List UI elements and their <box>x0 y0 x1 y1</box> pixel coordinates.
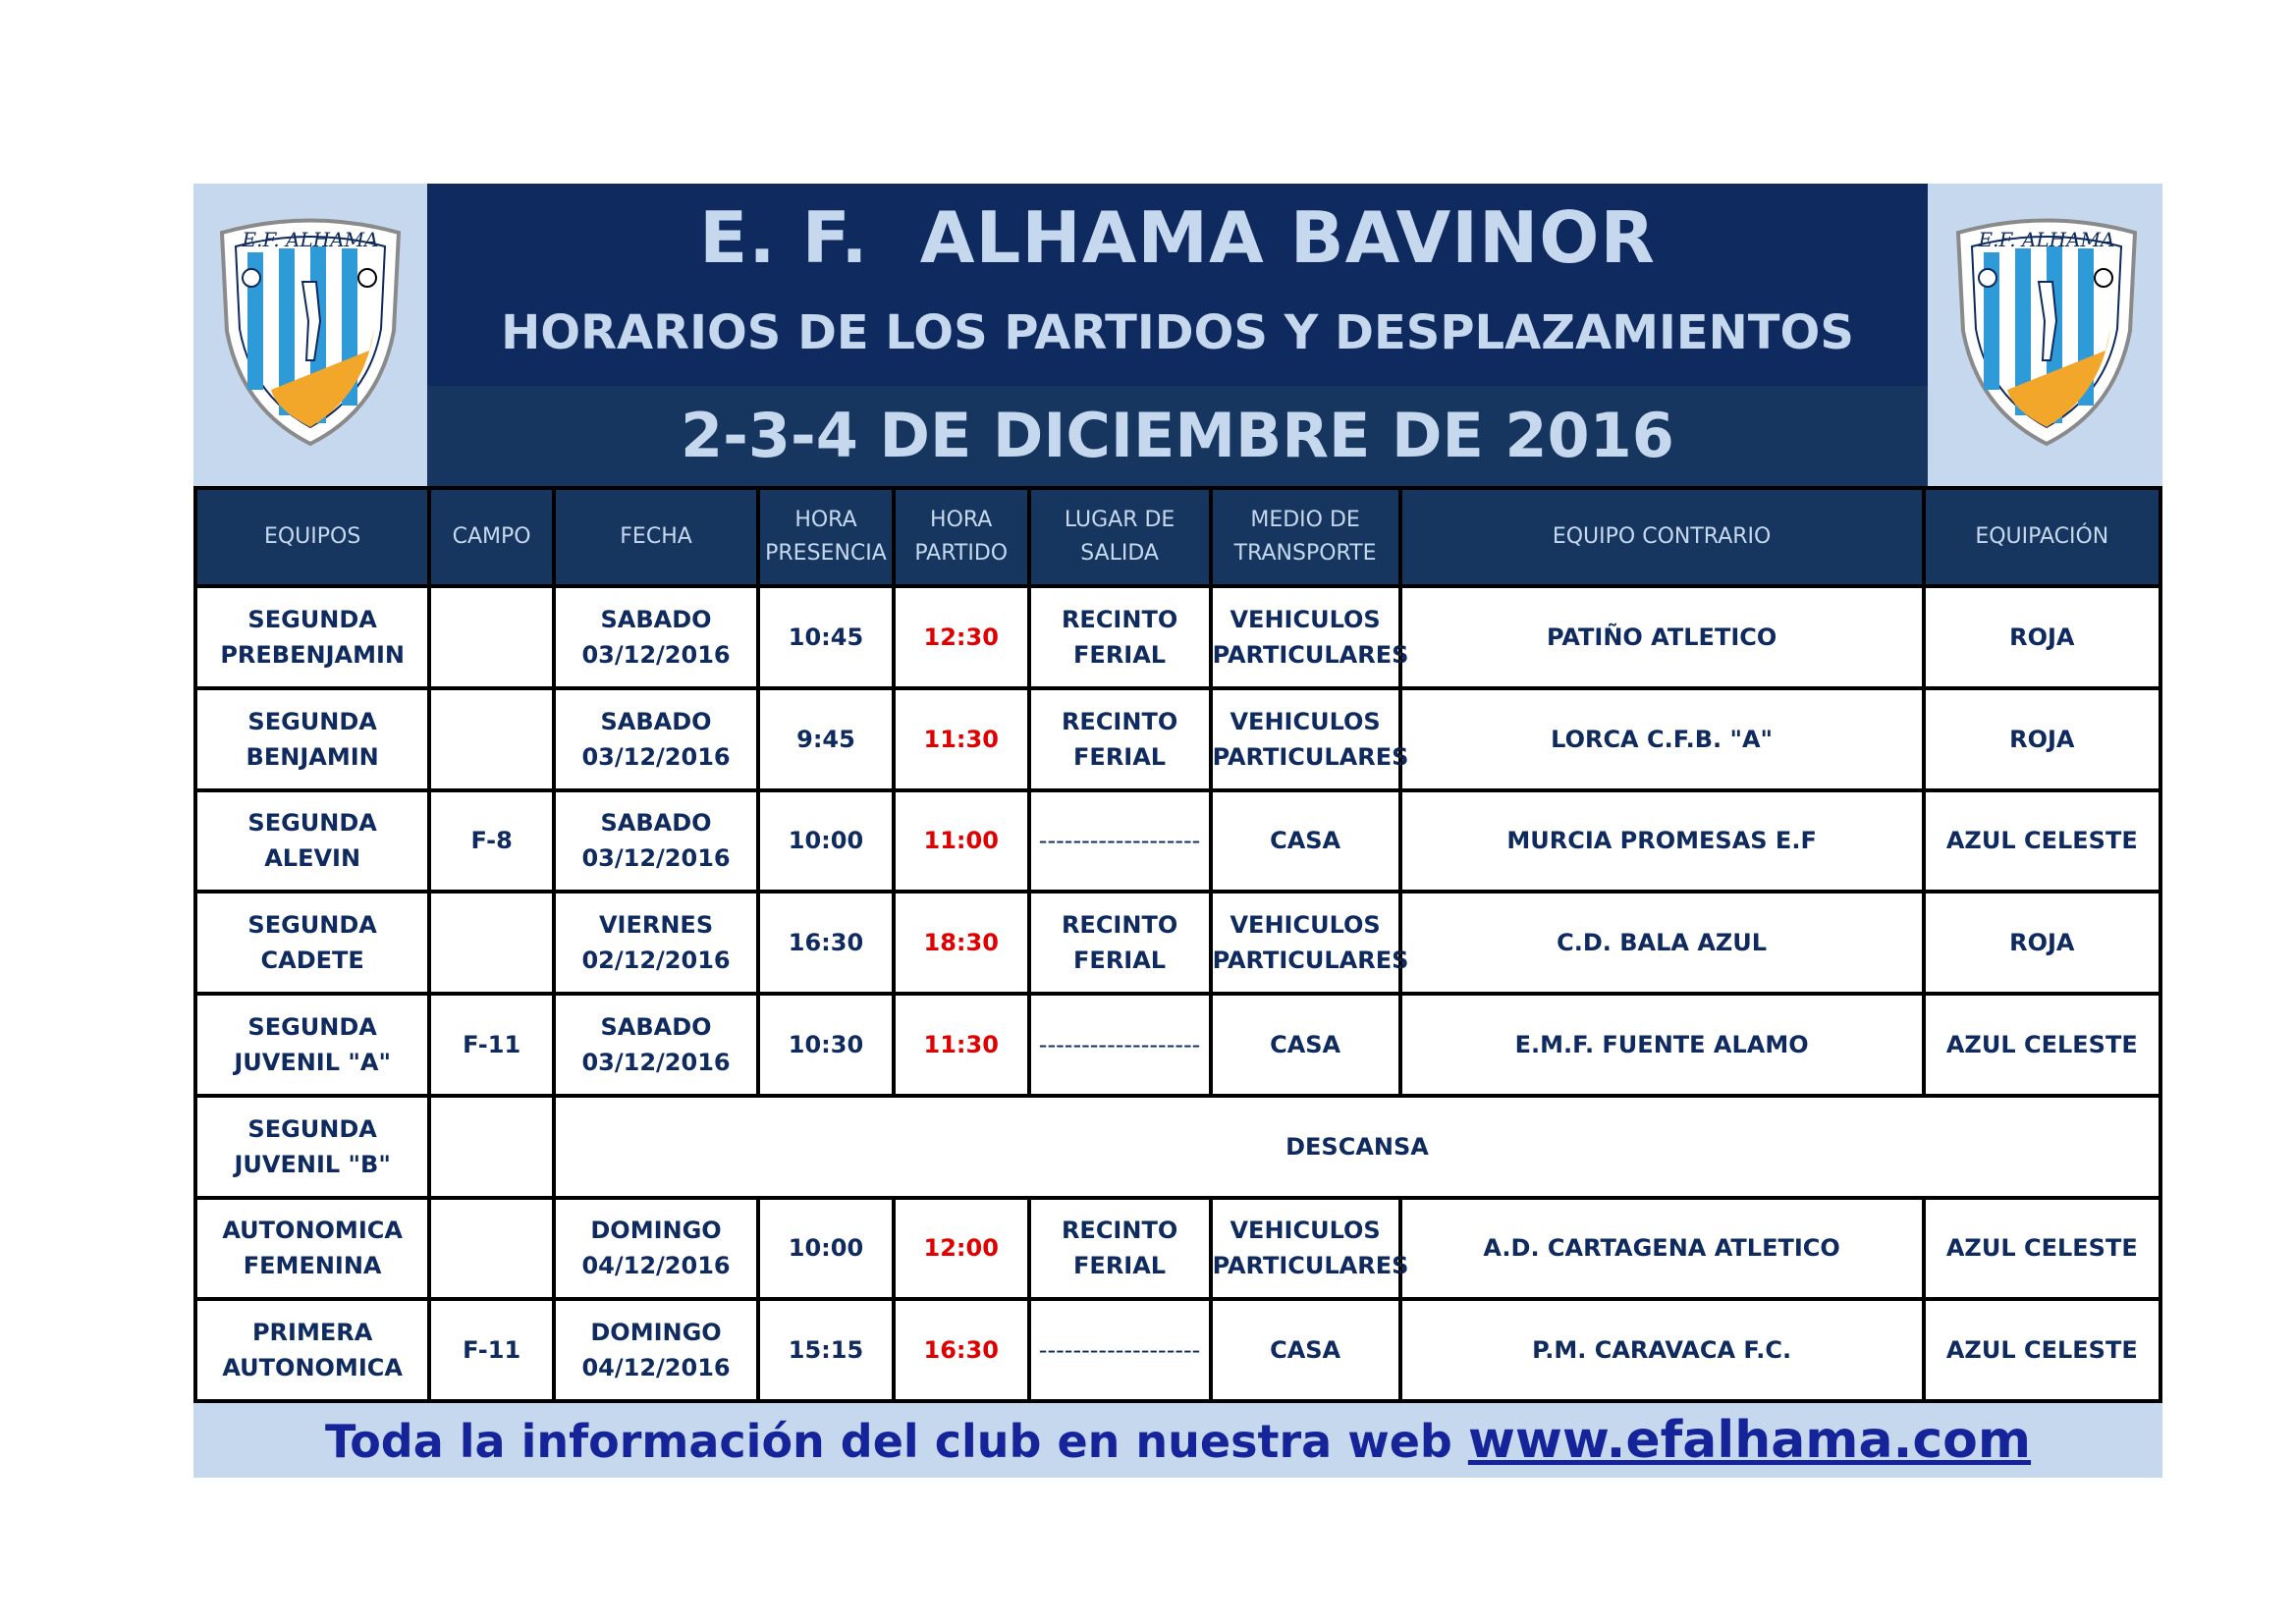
cell-line: BENJAMIN <box>246 742 379 771</box>
cell-line: VEHICULOS <box>1230 605 1381 633</box>
team-cell <box>197 996 427 1094</box>
column-header <box>896 490 1027 584</box>
cell-line: CAMPO <box>452 524 531 549</box>
cell-line: PRIMERA <box>251 1319 373 1347</box>
cell-line: FERIAL <box>1073 947 1167 975</box>
page-subtitle: HORARIOS DE LOS PARTIDOS Y DESPLAZAMIENTOS <box>501 305 1854 360</box>
match-time-cell: 12:30 <box>896 588 1027 686</box>
cell-line: PRESENCIA <box>765 541 887 566</box>
cell-line: 04/12/2016 <box>581 1252 731 1280</box>
team-cell <box>197 792 427 891</box>
schedule-table-wrap <box>193 486 2162 1403</box>
cell-line: 03/12/2016 <box>581 844 731 873</box>
column-header <box>556 490 756 584</box>
team-cell <box>197 893 427 992</box>
column-header <box>1402 490 1922 584</box>
cell-line: PARTIDO <box>914 541 1009 566</box>
table-row <box>197 1200 2159 1298</box>
event-date: 2-3-4 DE DICIEMBRE DE 2016 <box>427 386 1928 486</box>
cell-line: DOMINGO <box>590 1217 722 1245</box>
transport-cell <box>1212 1200 1409 1298</box>
transport-cell <box>1213 792 1398 891</box>
cell-line: CASA <box>1270 1336 1341 1365</box>
opponent-cell: P.M. CARAVACA F.C. <box>1402 1301 1922 1399</box>
table-row <box>197 792 2159 891</box>
transport-cell <box>1212 690 1409 788</box>
cell-line: MEDIO DE <box>1250 508 1360 532</box>
cell-line: EQUIPACIÓN <box>1975 524 2109 549</box>
departure-cell <box>1031 996 1209 1094</box>
departure-cell <box>1031 588 1209 686</box>
cell-line: VIERNES <box>598 911 714 940</box>
club-crest-left <box>193 184 426 486</box>
table-row <box>197 1098 2159 1196</box>
arrival-time-cell: 10:30 <box>760 996 892 1094</box>
cell-line: 03/12/2016 <box>581 742 731 771</box>
footer-text: Toda la información del club en nuestra web <box>324 1415 1468 1468</box>
kit-cell: ROJA <box>1926 588 2159 686</box>
field-cell <box>431 1200 552 1298</box>
cell-line: FERIAL <box>1073 742 1167 771</box>
cell-line: CASA <box>1270 1030 1341 1058</box>
cell-line: JUVENIL "B" <box>234 1150 391 1178</box>
cell-line: SABADO <box>600 707 712 735</box>
date-cell <box>556 893 756 992</box>
cell-line: FEMENINA <box>243 1252 382 1280</box>
cell-line: RECINTO <box>1061 605 1178 633</box>
field-cell <box>431 588 552 686</box>
cell-line: EQUIPOS <box>263 524 361 549</box>
cell-line: 03/12/2016 <box>581 640 731 669</box>
transport-cell <box>1213 996 1398 1094</box>
opponent-cell: A.D. CARTAGENA ATLETICO <box>1402 1200 1922 1298</box>
team-cell <box>197 690 427 788</box>
cell-line: FECHA <box>620 524 692 549</box>
cell-line: SABADO <box>600 605 712 633</box>
cell-line: SEGUNDA <box>247 911 377 940</box>
kit-cell: AZUL CELESTE <box>1926 1200 2159 1298</box>
opponent-cell: C.D. BALA AZUL <box>1402 893 1922 992</box>
cell-line: PREBENJAMIN <box>220 640 405 669</box>
field-cell <box>431 1098 552 1196</box>
title-band <box>427 184 1928 386</box>
date-cell <box>556 792 756 891</box>
cell-line: SABADO <box>600 1012 712 1041</box>
cell-line: JUVENIL "A" <box>234 1048 391 1076</box>
cell-line: RECINTO <box>1061 911 1178 940</box>
footer <box>193 1403 2162 1478</box>
cell-line: RECINTO <box>1061 707 1178 735</box>
cell-line: LUGAR DE <box>1064 508 1175 532</box>
cell-line: EQUIPO CONTRARIO <box>1552 524 1772 549</box>
transport-cell <box>1212 588 1409 686</box>
departure-cell <box>1031 1200 1209 1298</box>
departure-cell <box>1031 1301 1209 1399</box>
match-time-cell: 11:30 <box>896 690 1027 788</box>
table-header-row <box>197 490 2159 584</box>
cell-line: HORA <box>930 508 993 532</box>
cell-line: ------------------- <box>1038 1336 1201 1365</box>
field-cell: F-11 <box>431 996 552 1094</box>
cell-line: SEGUNDA <box>247 1012 377 1041</box>
page-title: E. F. ALHAMA BAVINOR <box>699 196 1656 279</box>
column-header <box>197 490 427 584</box>
team-cell <box>197 1301 427 1399</box>
team-cell <box>197 588 427 686</box>
arrival-time-cell: 10:00 <box>760 1200 892 1298</box>
cell-line: PARTICULARES <box>1212 947 1409 975</box>
schedule-sheet <box>193 184 2162 1478</box>
departure-cell <box>1031 690 1209 788</box>
cell-line: ------------------- <box>1038 827 1201 855</box>
transport-cell <box>1212 893 1409 992</box>
cell-line: SALIDA <box>1080 541 1159 566</box>
column-header <box>1031 490 1209 584</box>
website-link[interactable]: www.efalhama.com <box>1467 1411 2032 1470</box>
match-time-cell: 11:00 <box>896 792 1027 891</box>
cell-line: VEHICULOS <box>1230 1217 1381 1245</box>
field-cell <box>431 690 552 788</box>
svg-text:E.F. ALHAMA: E.F. ALHAMA <box>242 228 378 251</box>
match-time-cell: 16:30 <box>896 1301 1027 1399</box>
cell-line: RECINTO <box>1061 1217 1178 1245</box>
cell-line: 03/12/2016 <box>581 1048 731 1076</box>
cell-line: DOMINGO <box>590 1319 722 1347</box>
cell-line: SEGUNDA <box>247 1114 377 1143</box>
club-crest-right <box>1930 184 2162 486</box>
kit-cell: ROJA <box>1926 893 2159 992</box>
date-cell <box>556 1200 756 1298</box>
opponent-cell: LORCA C.F.B. "A" <box>1402 690 1922 788</box>
match-time-cell: 12:00 <box>896 1200 1027 1298</box>
cell-line: SEGUNDA <box>247 707 377 735</box>
club-crest-icon <box>1948 213 2145 449</box>
field-cell: F-11 <box>431 1301 552 1399</box>
departure-cell <box>1031 893 1209 992</box>
cell-line: FERIAL <box>1073 640 1167 669</box>
cell-line: SEGUNDA <box>247 605 377 633</box>
svg-text:E.F. ALHAMA: E.F. ALHAMA <box>1978 228 2114 251</box>
cell-line: ALEVIN <box>264 844 361 873</box>
cell-line: CASA <box>1270 827 1341 855</box>
opponent-cell: MURCIA PROMESAS E.F <box>1402 792 1922 891</box>
kit-cell: AZUL CELESTE <box>1926 792 2159 891</box>
cell-line: 04/12/2016 <box>581 1354 731 1382</box>
table-row <box>197 996 2159 1094</box>
cell-line: CADETE <box>260 947 364 975</box>
date-cell <box>556 690 756 788</box>
arrival-time-cell: 10:45 <box>760 588 892 686</box>
column-header <box>760 490 892 584</box>
table-row <box>197 1301 2159 1399</box>
schedule-table <box>193 486 2162 1403</box>
cell-line: PARTICULARES <box>1212 1252 1409 1280</box>
cell-line: VEHICULOS <box>1230 707 1381 735</box>
arrival-time-cell: 9:45 <box>760 690 892 788</box>
date-cell <box>556 588 756 686</box>
cell-line: PARTICULARES <box>1212 742 1409 771</box>
arrival-time-cell: 16:30 <box>760 893 892 992</box>
team-cell <box>197 1098 427 1196</box>
cell-line: SABADO <box>600 809 712 838</box>
table-row <box>197 588 2159 686</box>
cell-line: AUTONOMICA <box>222 1217 403 1245</box>
column-header <box>431 490 552 584</box>
cell-line: FERIAL <box>1073 1252 1167 1280</box>
cell-line: AUTONOMICA <box>222 1354 403 1382</box>
cell-line: SEGUNDA <box>247 809 377 838</box>
cell-line: ------------------- <box>1038 1030 1201 1058</box>
transport-cell <box>1213 1301 1398 1399</box>
cell-line: HORA <box>794 508 857 532</box>
field-cell: F-8 <box>431 792 552 891</box>
kit-cell: ROJA <box>1926 690 2159 788</box>
column-header <box>1213 490 1398 584</box>
rest-cell: DESCANSA <box>556 1098 2159 1196</box>
table-row <box>197 690 2159 788</box>
opponent-cell: PATIÑO ATLETICO <box>1402 588 1922 686</box>
date-cell <box>556 1301 756 1399</box>
cell-line: TRANSPORTE <box>1233 541 1377 566</box>
departure-cell <box>1031 792 1209 891</box>
opponent-cell: E.M.F. FUENTE ALAMO <box>1402 996 1922 1094</box>
cell-line: 02/12/2016 <box>581 947 731 975</box>
match-time-cell: 11:30 <box>896 996 1027 1094</box>
table-row <box>197 893 2159 992</box>
cell-line: VEHICULOS <box>1230 911 1381 940</box>
match-time-cell: 18:30 <box>896 893 1027 992</box>
date-cell <box>556 996 756 1094</box>
arrival-time-cell: 15:15 <box>760 1301 892 1399</box>
field-cell <box>431 893 552 992</box>
team-cell <box>197 1200 427 1298</box>
club-crest-icon <box>212 213 409 449</box>
column-header <box>1926 490 2159 584</box>
cell-line: PARTICULARES <box>1212 640 1409 669</box>
kit-cell: AZUL CELESTE <box>1926 1301 2159 1399</box>
arrival-time-cell: 10:00 <box>760 792 892 891</box>
kit-cell: AZUL CELESTE <box>1926 996 2159 1094</box>
